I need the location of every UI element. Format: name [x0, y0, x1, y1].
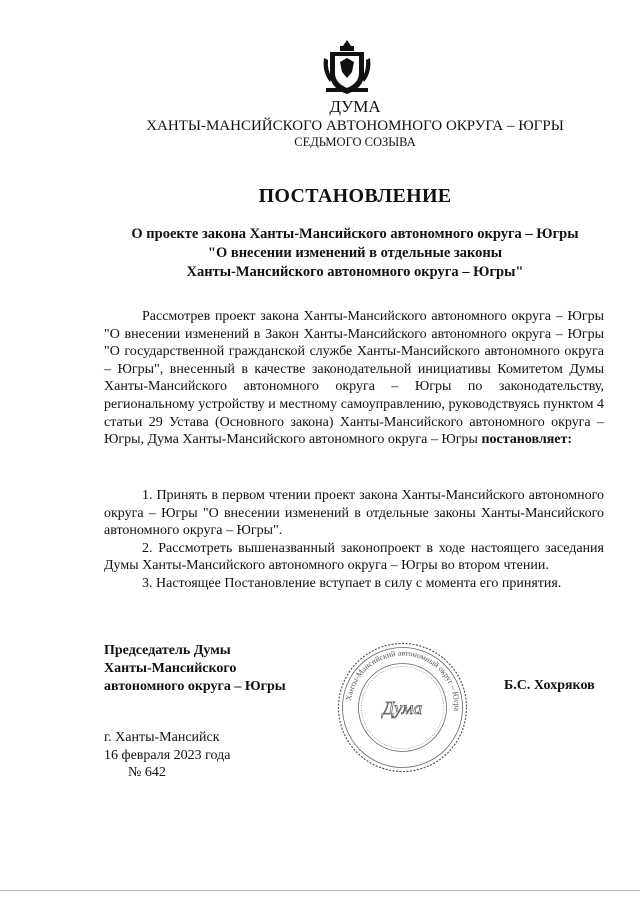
issue-details	[104, 729, 231, 782]
resolution-item: 2. Рассмотреть вышеназванный законопроект в ходе настоящего заседания Думы Ханты-Мансийского автономного округа – Югры во втором чтении.	[104, 540, 604, 574]
subject-line: "О внесении изменений в отдельные законы	[207, 245, 503, 261]
header-org-name: ДУМА	[329, 97, 381, 116]
signatory-line: автономного округа – Югры	[104, 679, 286, 694]
subject-line: Ханты-Мансийского автономного округа – Югры"	[186, 264, 524, 280]
signatory-name: Б.С. Хохряков	[504, 678, 595, 693]
signatory-line: Председатель Думы	[104, 643, 231, 658]
signatory-position	[104, 642, 286, 696]
header-region: ХАНТЫ-МАНСИЙСКОГО АВТОНОМНОГО ОКРУГА – ЮГРЫ	[146, 118, 564, 134]
stamp-ring-text: Ханты-Мансийский автономный округ – Югра	[343, 648, 462, 712]
coat-of-arms-emblem	[322, 38, 372, 96]
resolution-item: 1. Принять в первом чтении проект закона Ханты-Мансийского автономного округа – Югры "О внесении изменений в отдельные законы Ханты-Мансийского автономного округа – Югры".	[104, 488, 604, 539]
header-convocation: СЕДЬМОГО СОЗЫВА	[294, 135, 416, 149]
preamble-text: Рассмотрев проект закона Ханты-Мансийского автономного округа – Югры "О внесении изменений в Закон Ханты-Мансийского автономного округа – Югры "О государственной гражданской службе Ханты-Мансийского автономного округа – Югры", внесенный в качестве законодательной инициативы Комитетом Думы Ханты-Мансийского автономного округа – Югры по законодательству, региональному устройству и местному самоуправлению, руководствуясь пунктом 4 статьи 29 Устава (Основного закона) Ханты-Мансийского автономного округа – Югры, Дума Ханты-Мансийского автономного округа – Югры	[104, 309, 604, 448]
document-number: № 642	[128, 765, 166, 781]
signatory-line: Ханты-Мансийского	[104, 661, 237, 676]
subject-line: О проекте закона Ханты-Мансийского автономного округа – Югры	[131, 226, 579, 242]
document-subject	[95, 225, 615, 282]
issue-city: г. Ханты-Мансийск	[104, 730, 220, 745]
preamble-resolves: постановляет:	[481, 432, 573, 448]
resolution-items	[104, 487, 604, 593]
document-title: ПОСТАНОВЛЕНИЕ	[258, 185, 452, 207]
preamble-paragraph	[104, 308, 604, 449]
issue-date: 16 февраля 2023 года	[104, 747, 231, 763]
official-stamp	[335, 640, 470, 775]
stamp-center-text: Дума	[382, 698, 423, 718]
resolution-item: 3. Настоящее Постановление вступает в силу с момента его принятия.	[142, 575, 562, 591]
page-bottom-edge	[0, 890, 640, 891]
